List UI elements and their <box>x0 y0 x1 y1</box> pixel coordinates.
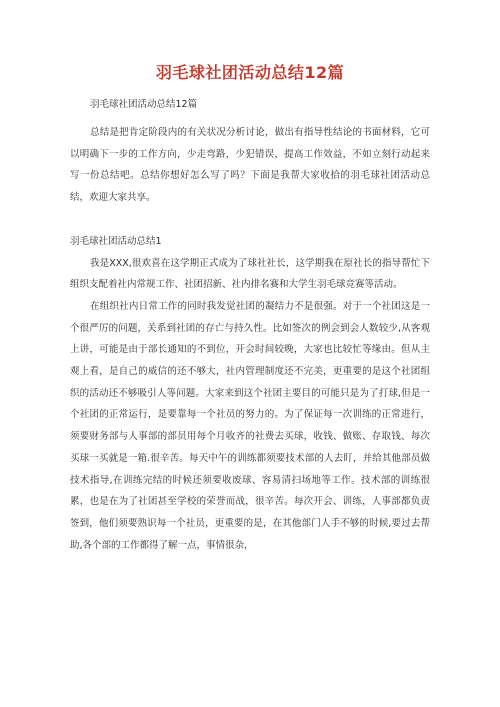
body-paragraph-1: 我是XXX,很欢喜在这学期正式成为了球社社长，这学期我在原社长的指导帮忙下组织支配着社内常规工作、社团招新、社内排名赛和大学生羽毛球竞赛等活动。 <box>70 257 430 291</box>
body-paragraph-2: 在组织社内日常工作的同时我发觉社团的凝结力不是很强。对于一个社团这是一个很严厉的问题，关系到社团的存亡与持久性。比如签次的例会到会人数较少,从客观上讲，可能是由于部长通知的不到位，开会时间较晚，大家也比较忙等缘由。但从主观上看，是自己的威信的还不够大，社内管理制度还不完美，更重要的是这个社团组织的活动还不够吸引人等问题。大家来到这个社团主要目的可能只是为了打球,但是一个社团的正常运行，是要靠每一个社员的努力的。为了保证每一次训练的正常进行，须要财务部与人事部的部员用每个月收齐的社费去买球，收钱、做账、存取钱、每次买球一买就是一箱.很辛苦。每天中午的训练都须要技术部的人去盯，并给其他部员做技术指导,在训练完结的时候还须要收废球、容易清扫场地等工作。技术部的训练很累，也是在为了社团甚至学校的荣誉而战，很辛苦。每次开会、训练，人事部都负责签到，他们须要熟识每一个社员，更重要的是，在其他部门人手不够的时候,要过去帮助,各个部的工作都得了解一点，事情很杂， <box>70 300 430 551</box>
document-title: 羽毛球社团活动总结12篇 <box>155 63 345 82</box>
section-heading: 羽毛球社团活动总结1 <box>70 235 162 247</box>
section-spacer <box>70 209 500 231</box>
document-subtitle: 羽毛球社团活动总结12篇 <box>90 99 198 110</box>
intro-paragraph: 总结是把肯定阶段内的有关状况分析讨论，做出有指导性结论的书面材料，它可以明确下一步的工作方向，少走弯路，少犯错误，提高工作效益，不如立刻行动起来写一份总结吧。总结你想好怎么写了吗？下面是我帮大家收拾的羽毛球社团活动总结，欢迎大家共享。 <box>70 127 430 204</box>
